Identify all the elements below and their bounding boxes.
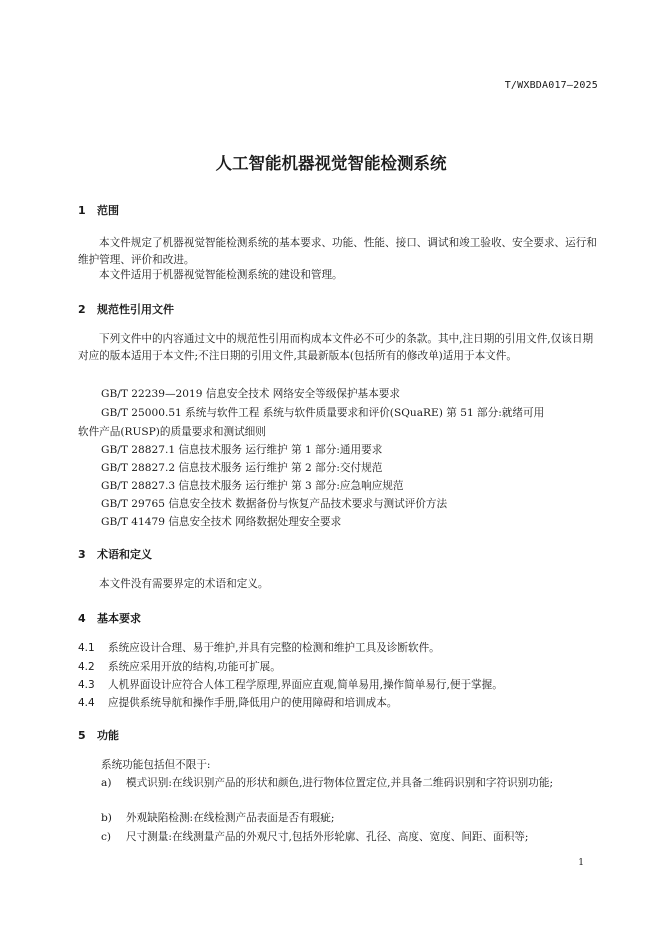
section-heading-1: 1 范围 — [78, 204, 119, 217]
list-item: b) 外观缺陷检测:在线检测产品表面是否有瑕疵; — [101, 812, 335, 824]
reference-item-continuation: 软件产品(RUSP)的质量要求和测试细则 — [78, 426, 266, 438]
reference-item: GB/T 22239—2019 信息安全技术 网络安全等级保护基本要求 — [101, 388, 400, 400]
requirement-item: 4.4 应提供系统导航和操作手册,降低用户的使用障碍和培训成本。 — [78, 697, 398, 709]
reference-item: GB/T 25000.51 系统与软件工程 系统与软件质量要求和评价(SQuaRE) 第 51 部分:就绪可用 — [101, 407, 545, 419]
page-number: 1 — [578, 858, 584, 868]
paragraph: 下列文件中的内容通过文中的规范性引用而构成本文件必不可少的条款。其中,注日期的引用文件,仅该日期对应的版本适用于本文件;不注日期的引用文件,其最新版本(包括所有的修改单)适用于本文件。 — [78, 333, 594, 362]
reference-item: GB/T 28827.1 信息技术服务 运行维护 第 1 部分:通用要求 — [101, 444, 383, 456]
section-heading-3: 3 术语和定义 — [78, 548, 152, 561]
list-item: a) 模式识别:在线识别产品的形状和颜色,进行物体位置定位,并具备二维码识别和字符识别功能; — [101, 777, 554, 789]
paragraph: 本文件适用于机器视觉智能检测系统的建设和管理。 — [99, 269, 343, 281]
paragraph: 本文件没有需要界定的术语和定义。 — [99, 578, 269, 590]
section-heading-5: 5 功能 — [78, 729, 119, 742]
requirement-item: 4.2 系统应采用开放的结构,功能可扩展。 — [78, 661, 281, 673]
reference-item: GB/T 29765 信息安全技术 数据备份与恢复产品技术要求与测试评价方法 — [101, 498, 448, 510]
list-intro: 系统功能包括但不限于: — [101, 759, 211, 771]
reference-item: GB/T 41479 信息安全技术 网络数据处理安全要求 — [101, 516, 342, 528]
document-title: 人工智能机器视觉智能检测系统 — [215, 154, 447, 173]
section-heading-4: 4 基本要求 — [78, 612, 141, 625]
reference-item: GB/T 28827.2 信息技术服务 运行维护 第 2 部分:交付规范 — [101, 462, 383, 474]
paragraph: 本文件规定了机器视觉智能检测系统的基本要求、功能、性能、接口、调试和竣工验收、安全要求、运行和维护管理、评价和改进。 — [78, 237, 597, 266]
reference-item: GB/T 28827.3 信息技术服务 运行维护 第 3 部分:应急响应规范 — [101, 480, 404, 492]
requirement-item: 4.3 人机界面设计应符合人体工程学原理,界面应直观,简单易用,操作简单易行,便于掌握。 — [78, 679, 503, 691]
section-heading-2: 2 规范性引用文件 — [78, 303, 174, 316]
requirement-item: 4.1 系统应设计合理、易于维护,并具有完整的检测和维护工具及诊断软件。 — [78, 642, 440, 654]
list-item: c) 尺寸测量:在线测量产品的外观尺寸,包括外形轮廓、孔径、高度、宽度、间距、面积等; — [101, 831, 529, 843]
document-code: T/WXBDA017—2025 — [504, 80, 598, 91]
